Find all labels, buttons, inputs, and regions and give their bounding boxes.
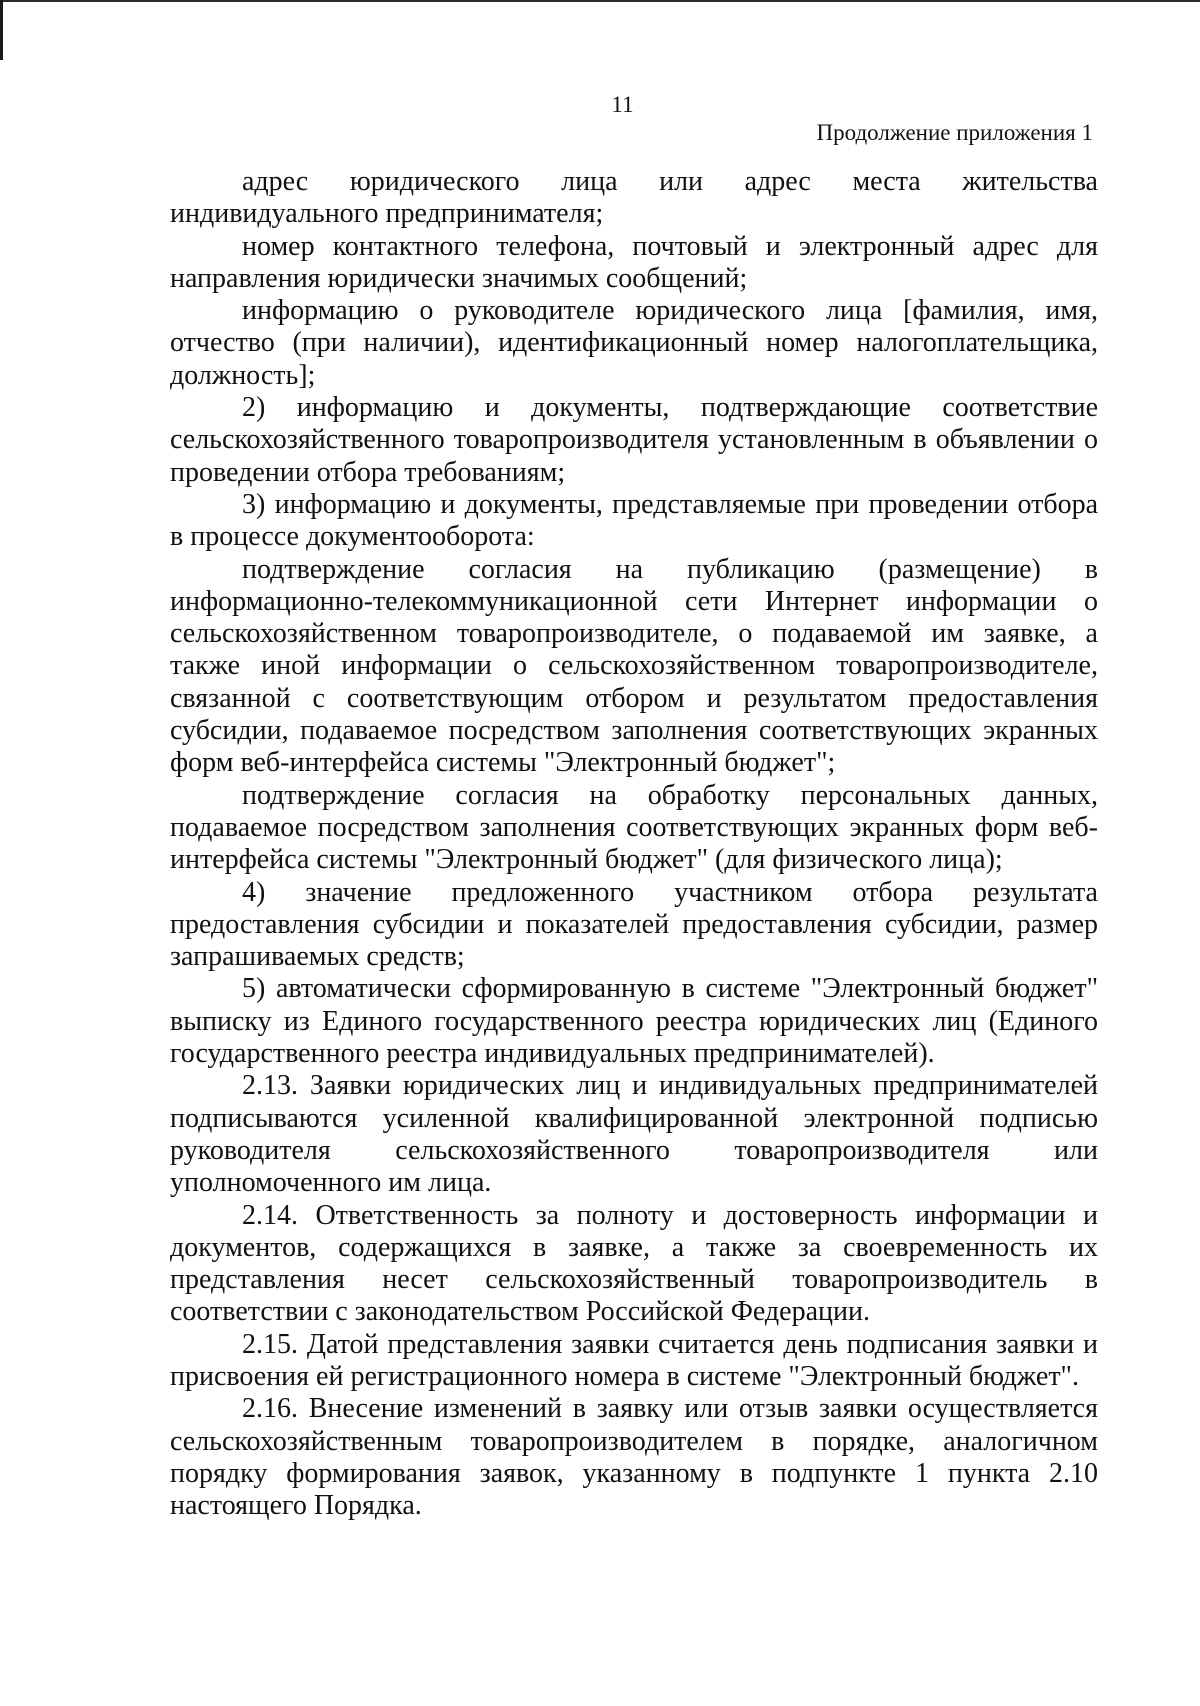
scan-edge-left	[0, 0, 3, 60]
paragraph-2-14: 2.14. Ответственность за полноту и достоверность информации и документов, содержащихся в заявке, а также за своевременность их представления несет сельскохозяйственный товаропроизводитель в соответствии с законодательством Российской Федерации.	[170, 1199, 1098, 1328]
paragraph-head-info: информацию о руководителе юридического лица [фамилия, имя, отчество (при наличии), идентификационный номер налогоплательщика, должность];	[170, 295, 1098, 391]
paragraph-personal-data-consent: подтверждение согласия на обработку персональных данных, подаваемое посредством заполнения соответствующих экранных форм веб-интерфейса системы "Электронный бюджет" (для физического лица);	[170, 779, 1098, 876]
document-body	[170, 166, 1098, 1522]
paragraph-2-13: 2.13. Заявки юридических лиц и индивидуальных предпринимателей подписываются усиленной квалифицированной электронной подписью руководителя сельскохозяйственного товаропроизводителя или уполномоченного им лица.	[170, 1070, 1098, 1199]
scan-edge-top	[0, 0, 1200, 2]
paragraph-2-16: 2.16. Внесение изменений в заявку или отзыв заявки осуществляется сельскохозяйственным товаропроизводителем в порядке, аналогичном порядку формирования заявок, указанному в подпункте 1 пункта 2.10 настоящего Порядка.	[170, 1393, 1098, 1522]
paragraph-contact-phone: номер контактного телефона, почтовый и электронный адрес для направления юридически значимых сообщений;	[170, 230, 1098, 294]
paragraph-item-4: 4) значение предложенного участником отбора результата предоставления субсидии и показателей предоставления субсидии, размер запрашиваемых средств;	[170, 876, 1098, 973]
paragraph-item-2: 2) информацию и документы, подтверждающие соответствие сельскохозяйственного товаропроизводителя установленным в объявлении о проведении отбора требованиям;	[170, 392, 1098, 488]
page-number: 11	[611, 92, 634, 117]
paragraph-legal-address: адрес юридического лица или адрес места жительства индивидуального предпринимателя;	[170, 166, 1098, 230]
paragraph-item-5: 5) автоматически сформированную в системе "Электронный бюджет" выписку из Единого государственного реестра юридических лиц (Единого государственного реестра индивидуальных предпринимателей).	[170, 973, 1098, 1070]
paragraph-item-3: 3) информацию и документы, представляемые при проведении отбора в процессе документооборота:	[170, 488, 1098, 553]
paragraph-2-15: 2.15. Датой представления заявки считается день подписания заявки и присвоения ей регистрационного номера в системе "Электронный бюджет".	[170, 1328, 1098, 1392]
paragraph-publication-consent: подтверждение согласия на публикацию (размещение) в информационно-телекоммуникационной сети Интернет информации о сельскохозяйственном товаропроизводителе, о подаваемой им заявке, а также иной информации о сельскохозяйственном товаропроизводителе, связанной с соответствующим отбором и результатом предоставления субсидии, подаваемое посредством заполнения соответствующих экранных форм веб-интерфейса системы "Электронный бюджет";	[170, 553, 1098, 779]
appendix-note: Продолжение приложения 1	[816, 120, 1093, 145]
